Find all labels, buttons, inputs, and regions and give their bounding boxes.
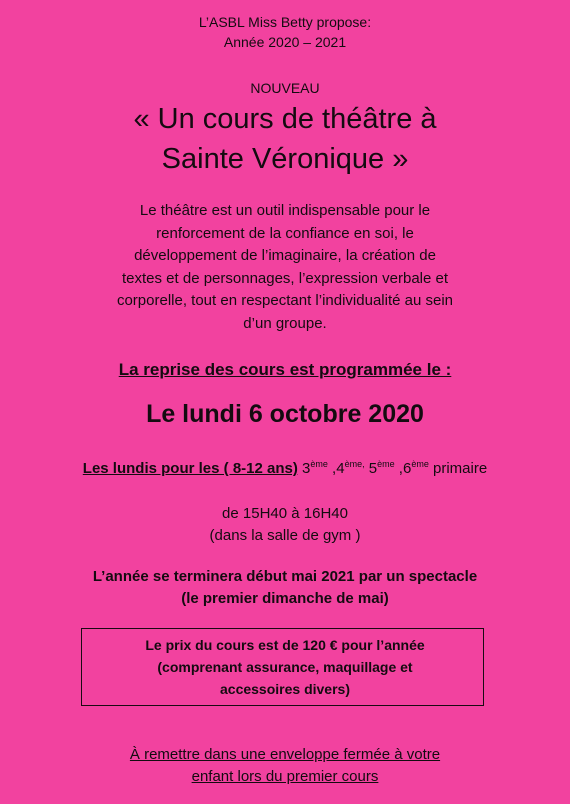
flyer-title: [0, 99, 570, 179]
organizer-line: L’ASBL Miss Betty propose:: [198, 14, 372, 30]
description-line: Le théâtre est un outil indispensable pour le: [139, 202, 431, 219]
new-label: NOUVEAU: [250, 80, 320, 96]
description-line: d’un groupe.: [243, 314, 327, 332]
school-year: Année 2020 – 2021: [223, 34, 347, 50]
start-date: Le lundi 6 octobre 2020: [146, 400, 424, 428]
description-line: renforcement de la confiance en soi, le: [156, 224, 414, 242]
description-line: corporelle, tout en respectant l’individualité au sein: [116, 292, 454, 309]
class-hours: de 15H40 à 16H40: [222, 505, 348, 522]
return-instructions: [0, 744, 570, 788]
grade: $4^{ème,}$: [336, 459, 365, 477]
description: [0, 200, 570, 335]
resume-heading: La reprise des cours est programmée le :: [118, 360, 452, 379]
grade: 6ème: [402, 459, 429, 477]
class-room: (dans la salle de gym ): [209, 527, 361, 544]
schedule-line: Les lundis pour les ( 8-12 ans) 3ème $,4^{ème,}$ 5ème ,6ème primaire: [82, 459, 488, 477]
year-end-notice: [0, 566, 570, 610]
description-line: textes et de personnages, l’expression verbale et: [121, 269, 449, 287]
price-info: [0, 634, 570, 700]
class-times: [0, 503, 570, 547]
age-group: Les lundis pour les ( 8-12 ans): [82, 460, 298, 477]
grade: 5ème: [368, 459, 395, 477]
price-line: Le prix du cours est de 120 € pour l’année: [145, 637, 425, 653]
grade: 3ème: [302, 459, 328, 477]
title-line-2: Sainte Véronique »: [161, 143, 409, 175]
description-line: développement de l’imaginaire, la création de: [134, 247, 436, 264]
school-level: primaire: [433, 460, 488, 477]
organizer-intro: [0, 12, 570, 52]
return-line-2: enfant lors du premier cours: [191, 768, 379, 785]
year-end-line: L’année se terminera début mai 2021 par un spectacle: [92, 568, 478, 585]
show-date: (le premier dimanche de mai): [181, 590, 389, 607]
title-line-1: « Un cours de théâtre à: [133, 103, 437, 135]
price-includes: (comprenant assurance, maquillage et: [157, 659, 413, 675]
price-includes-2: accessoires divers): [220, 681, 350, 697]
return-line-1: À remettre dans une enveloppe fermée à votre: [129, 746, 441, 763]
